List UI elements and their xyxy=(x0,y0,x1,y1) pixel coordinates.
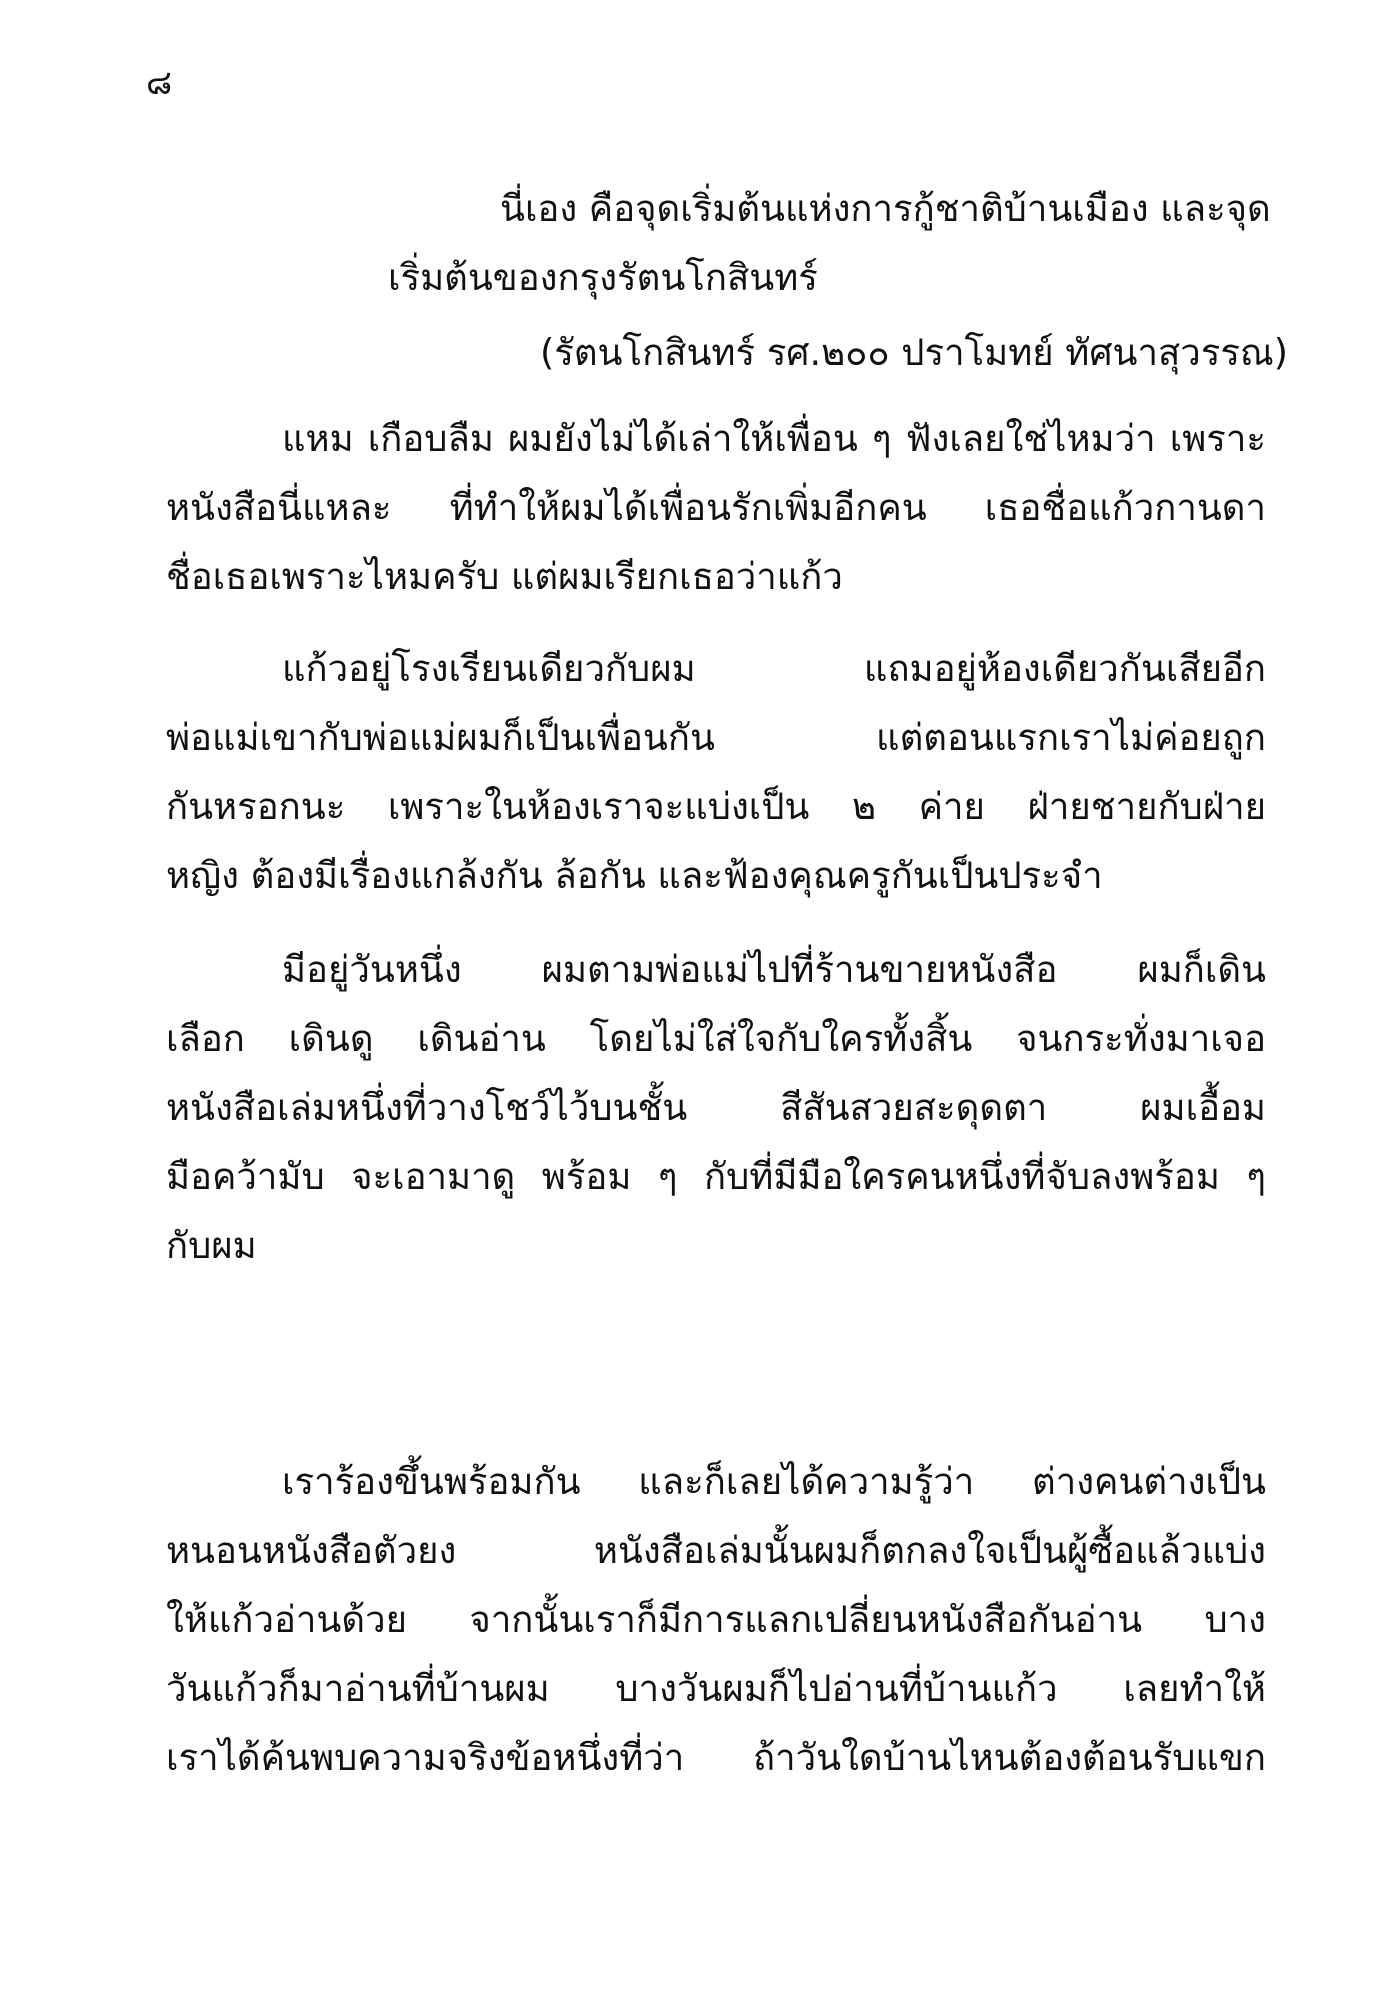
text-line: มือคว้ามับ จะเอามาดู พร้อม ๆ กับที่มีมือใครคนหนึ่งที่จับลงพร้อม ๆ xyxy=(166,1155,1266,1198)
quote-citation: (รัตนโกสินทร์ รศ.๒๐๐ ปราโมทย์ ทัศนาสุวรรณ) xyxy=(540,331,1289,374)
text-line: ชื่อเธอเพราะไหมครับ แต่ผมเรียกเธอว่าแก้ว xyxy=(166,555,843,598)
text-line: ให้แก้วอ่านด้วย จากนั้นเราก็มีการแลกเปลี่ยนหนังสือกันอ่าน บาง xyxy=(166,1598,1266,1641)
paragraph xyxy=(166,1447,1266,1792)
paragraph xyxy=(166,634,1266,910)
text-line: หนังสือเล่มหนึ่งที่วางโชว์ไว้บนชั้น สีสันสวยสะดุดตา ผมเอื้อม xyxy=(166,1086,1266,1129)
text-line: วันแก้วก็มาอ่านที่บ้านผม บางวันผมก็ไปอ่านที่บ้านแก้ว เลยทำให้ xyxy=(166,1667,1266,1710)
text-line: หนังสือนี่แหละ ที่ทำให้ผมได้เพื่อนรักเพิ่มอีกคน เธอชื่อแก้วกานดา xyxy=(166,486,1266,529)
text-line: เลือก เดินดู เดินอ่าน โดยไม่ใส่ใจกับใครทั้งสิ้น จนกระทั่งมาเจอ xyxy=(166,1017,1266,1060)
text-line: พ่อแม่เขากับพ่อแม่ผมก็เป็นเพื่อนกัน แต่ตอนแรกเราไม่ค่อยถูก xyxy=(166,716,1266,759)
text-line: เราได้ค้นพบความจริงข้อหนึ่งที่ว่า ถ้าวันใดบ้านไหนต้องต้อนรับแขก xyxy=(166,1736,1266,1779)
text-line: หญิง ต้องมีเรื่องแกล้งกัน ล้อกัน และฟ้องคุณครูกันเป็นประจำ xyxy=(166,854,1103,897)
quote-line: นี่เอง คือจุดเริ่มต้นแห่งการกู้ชาติบ้านเมือง และจุด xyxy=(500,187,1271,230)
paragraph xyxy=(166,404,1266,611)
quote-line: เริ่มต้นของกรุงรัตนโกสินทร์ xyxy=(388,256,818,299)
text-line: แหม เกือบลืม ผมยังไม่ได้เล่าให้เพื่อน ๆ ฟังเลยใช่ไหมว่า เพราะ xyxy=(282,417,1266,460)
paragraph xyxy=(166,935,1266,1280)
text-line: มีอยู่วันหนึ่ง ผมตามพ่อแม่ไปที่ร้านขายหนังสือ ผมก็เดิน xyxy=(282,948,1266,991)
text-line: กับผม xyxy=(166,1224,257,1267)
text-line: แก้วอยู่โรงเรียนเดียวกับผม แถมอยู่ห้องเดียวกันเสียอีก xyxy=(282,647,1266,690)
text-line: กันหรอกนะ เพราะในห้องเราจะแบ่งเป็น ๒ ค่าย ฝ่ายชายกับฝ่าย xyxy=(166,785,1266,828)
page-number: ๘ xyxy=(146,63,173,103)
text-line: หนอนหนังสือตัวยง หนังสือเล่มนั้นผมก็ตกลงใจเป็นผู้ซื้อแล้วแบ่ง xyxy=(166,1529,1266,1572)
text-line: เราร้องขึ้นพร้อมกัน และก็เลยได้ความรู้ว่า ต่างคนต่างเป็น xyxy=(282,1460,1266,1503)
